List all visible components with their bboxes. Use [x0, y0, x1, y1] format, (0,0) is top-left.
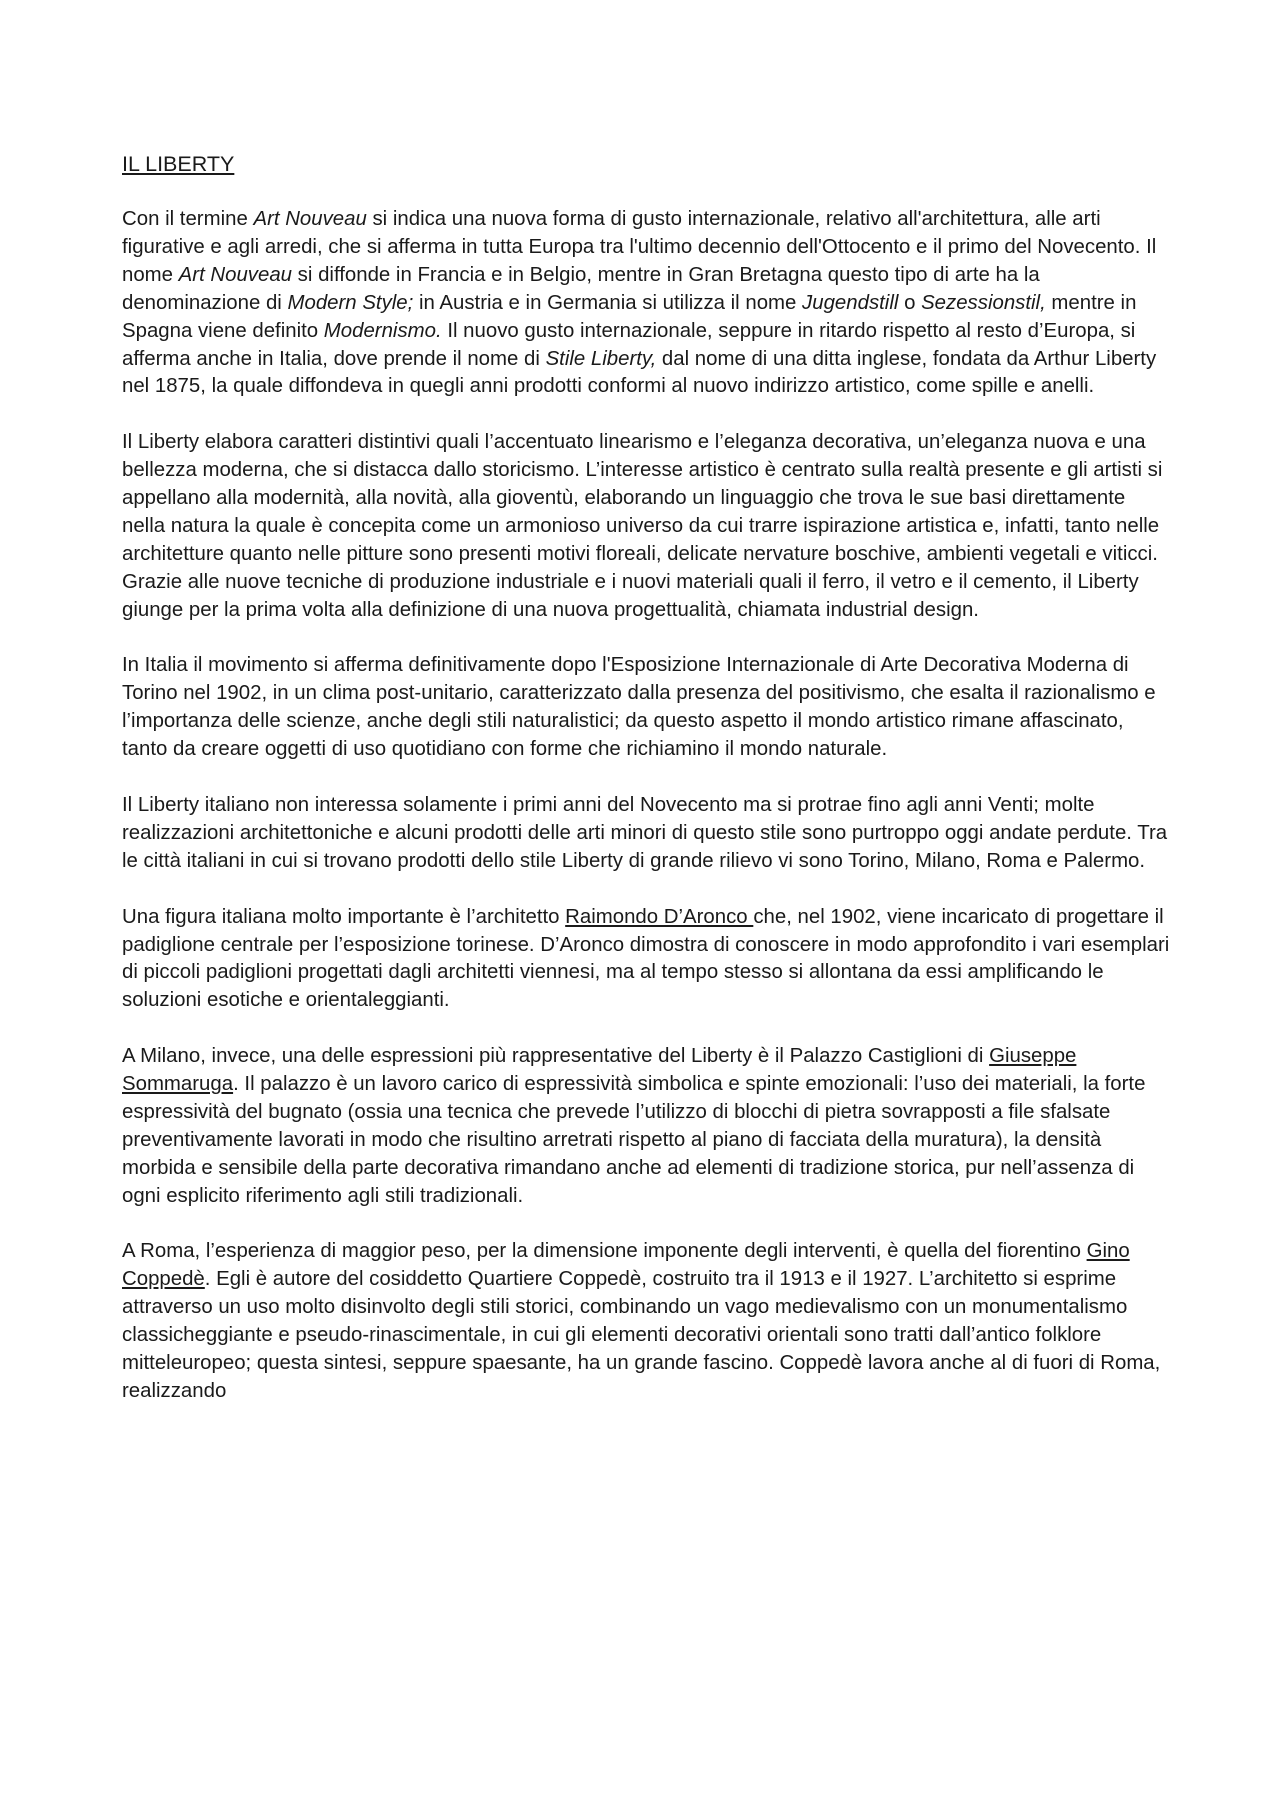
text-run: si diffonde in Francia e in Belgio, mentre in Gran Bretagna questo tipo di arte ha la denominazione di	[122, 263, 1040, 314]
text-run: . Il palazzo è un lavoro carico di espressività simbolica e spinte emozionali: l’uso dei materiali, la forte espressività del bugnato (ossia una tecnica che prevede l’utilizzo di blocchi di pietra sovrapposti a file sfalsate preventivamente lavorati in modo che risultino arretrati rispetto al piano di facciata della muratura), la densità morbida e sensibile della parte decorativa rimandano anche ad elementi di tradizione storica, pur nell’assenza di ogni esplicito riferimento agli stili tradizionali.	[122, 1073, 1146, 1207]
text-run: mentre in Spagna viene definito	[122, 291, 1137, 342]
link-raimondo-daronco[interactable]: Raimondo D’Aronco	[565, 905, 754, 928]
text-run: che, nel 1902, viene incaricato di progettare il padiglione centrale per l’esposizione torinese. D’Aronco dimostra di conoscere in modo approfondito i vari esemplari di piccoli padiglioni progettati dagli architetti viennesi, ma al tempo stesso si allontana da essi amplificando le soluzioni esotiche e orientaleggianti.	[122, 905, 1170, 1012]
paragraph-art-nouveau	[122, 206, 1172, 401]
paragraph-italy-movement: In Italia il movimento si afferma definitivamente dopo l'Esposizione Internazionale di Arte Decorativa Moderna di Torino nel 1902, in un clima post-unitario, caratterizzato dalla presenza del positivismo, che esalta il razionalismo e l’importanza delle scienze, anche degli stili naturalistici; da questo aspetto il mondo artistico rimane affascinato, tanto da creare oggetti di uso quotidiano con forme che richiamino il mondo naturale.	[122, 654, 1156, 761]
text-run: Il nuovo gusto internazionale, seppure in ritardo rispetto al resto d’Europa, si afferma anche in Italia, dove prende il nome di	[122, 319, 1136, 370]
paragraph-liberty-characteristics: Il Liberty elabora caratteri distintivi quali l’accentuato linearismo e l’eleganza decorativa, un’eleganza nuova e una bellezza moderna, che si distacca dallo storicismo. L’interesse artistico è centrato sulla realtà presente e gli artisti si appellano alla modernità, alla novità, alla gioventù, elaborando un linguaggio che trova le sue basi direttamente nella natura la quale è concepita come un armonioso universo da cui trarre ispirazione artistica e, infatti, tanto nelle architetture quanto nelle pitture sono presenti motivi floreali, delicate nervature boschive, ambienti vegetali e viticci. Grazie alle nuove tecniche di produzione industriale e i nuovi materiali quali il ferro, il vetro e il cemento, il Liberty giunge per la prima volta alla definizione di una nuova progettualità, chiamata industrial design.	[122, 431, 1163, 621]
italic-term: Art Nouveau	[178, 263, 293, 286]
text-run: Una figura italiana molto importante è l’architetto	[122, 905, 566, 928]
italic-term: Sezessionstil,	[921, 291, 1046, 314]
text-run: . Egli è autore del cosiddetto Quartiere Coppedè, costruito tra il 1913 e il 1927. L’architetto si esprime attraverso un uso molto disinvolto degli stili storici, combinando un vago medievalismo con un monumentalismo classicheggiante e pseudo-rinascimentale, in cui gli elementi decorativi orientali sono tratti dall’antico folklore mitteleuropeo; questa sintesi, seppure spaesante, ha un grande fascino. Coppedè lavora anche al di fuori di Roma, realizzando	[122, 1268, 1161, 1402]
paragraph-italian-liberty: Il Liberty italiano non interessa solamente i primi anni del Novecento ma si protrae fino agli anni Venti; molte realizzazioni architettoniche e alcuni prodotti delle arti minori di questo stile sono purtroppo oggi andate perdute. Tra le città italiani in cui si trovano prodotti dello stile Liberty di grande rilievo vi sono Torino, Milano, Roma e Palermo.	[122, 793, 1168, 872]
document-body	[122, 150, 1172, 1406]
text-run: o	[898, 291, 922, 314]
italic-term: Modern Style;	[287, 291, 414, 314]
text-run: A Roma, l’esperienza di maggior peso, per la dimensione imponente degli interventi, è quella del fiorentino	[122, 1240, 1087, 1263]
paragraph-daronco	[122, 904, 1172, 1016]
italic-term: Jugendstill	[802, 291, 899, 314]
paragraph-roma	[122, 1238, 1172, 1405]
text-run: A Milano, invece, una delle espressioni più rappresentative del Liberty è il Palazzo Castiglioni di	[122, 1045, 990, 1068]
italic-term: Stile Liberty,	[545, 347, 657, 370]
document-title: IL LIBERTY	[122, 152, 235, 176]
italic-term: Art Nouveau	[253, 208, 367, 230]
text-run: dal nome di una ditta inglese, fondata da Arthur Liberty nel 1875, la quale diffondeva in quegli anni prodotti conformi al nuovo indirizzo artistico, come spille e anelli.	[122, 347, 1157, 398]
paragraph-milano	[122, 1043, 1172, 1210]
link-giuseppe-sommaruga[interactable]: Giuseppe Sommaruga	[122, 1045, 1077, 1096]
text-run: in Austria e in Germania si utilizza il nome	[413, 291, 803, 314]
text-run: Con il termine	[122, 208, 254, 230]
link-gino-coppede[interactable]: Gino Coppedè	[122, 1240, 1130, 1291]
italic-term: Modernismo.	[323, 319, 442, 342]
text-run: si indica una nuova forma di gusto internazionale, relativo all'architettura, alle arti figurative e agli arredi, che si afferma in tutta Europa tra l'ultimo decennio dell'Ottocento e il primo del Novecento. Il nome	[122, 208, 1157, 286]
